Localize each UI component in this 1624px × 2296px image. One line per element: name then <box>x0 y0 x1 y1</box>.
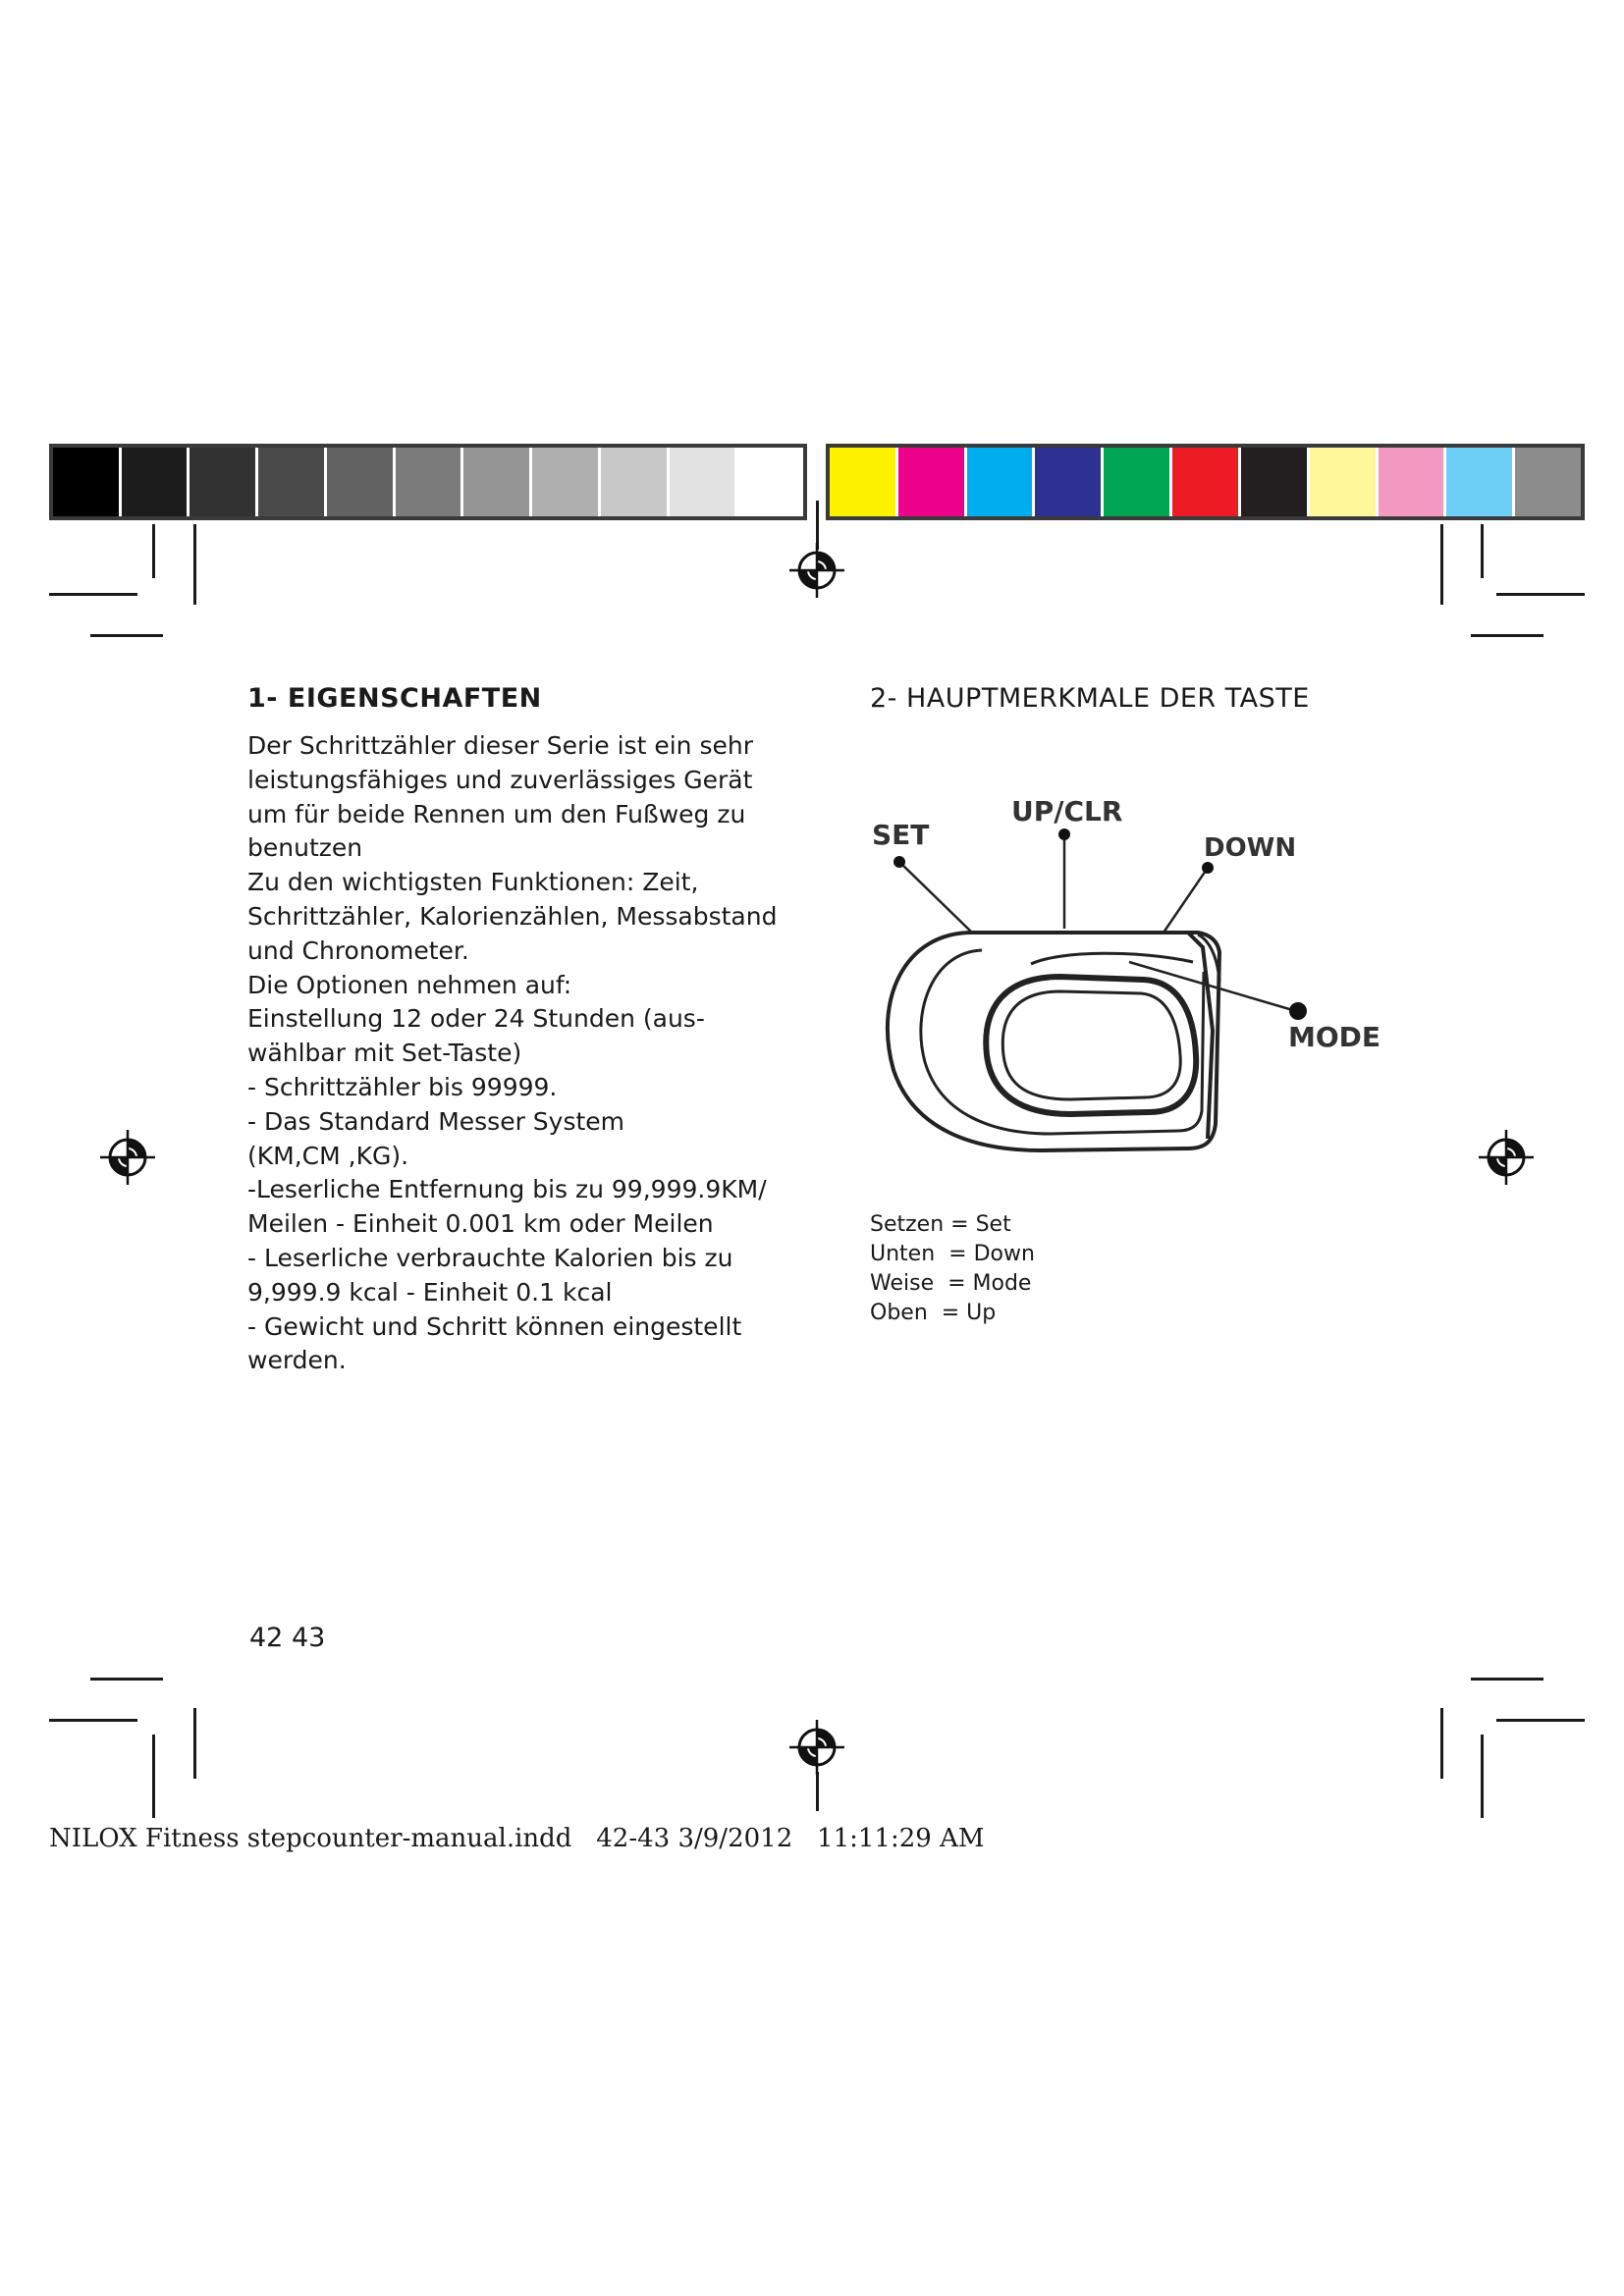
text-line: -Leserliche Entfernung bis zu 99,999.9KM/ <box>247 1175 767 1204</box>
gray-swatch <box>327 448 396 516</box>
legend-line: Setzen = Set <box>870 1212 1011 1237</box>
cmyk-color-bar <box>826 444 1585 520</box>
text-line: Einstellung 12 oder 24 Stunden (aus- <box>247 1004 705 1034</box>
pedometer-diagram <box>864 785 1394 1188</box>
text-line: leistungsfähiges und zuverlässiges Gerät <box>247 765 753 794</box>
color-swatch <box>1515 448 1581 516</box>
text-line: - Gewicht und Schritt können eingestellt <box>247 1311 742 1341</box>
button-legend <box>870 1210 1035 1328</box>
color-swatch <box>898 448 967 516</box>
section-heading-tasten: 2- HAUPTMERKMALE DER TASTE <box>870 683 1310 714</box>
registration-mark-icon <box>789 1720 844 1775</box>
text-line: Der Schrittzähler dieser Serie ist ein sehr <box>247 731 753 760</box>
text-line: Meilen - Einheit 0.001 km oder Meilen <box>247 1209 714 1239</box>
color-swatch <box>1172 448 1241 516</box>
label-up-clr: UP/CLR <box>1011 795 1123 828</box>
crop-mark <box>1471 1678 1543 1681</box>
crop-mark <box>1496 1719 1585 1722</box>
crop-mark <box>193 1708 196 1779</box>
color-swatch <box>1446 448 1515 516</box>
text-line: werden. <box>247 1346 347 1375</box>
text-line: und Chronometer. <box>247 935 469 965</box>
gray-swatch <box>53 448 122 516</box>
gray-swatch <box>737 448 803 516</box>
label-set: SET <box>872 819 930 851</box>
crop-mark <box>1496 593 1585 596</box>
gray-swatch <box>396 448 464 516</box>
gray-swatch <box>601 448 670 516</box>
crop-mark <box>152 524 155 578</box>
gray-color-bar <box>49 444 807 520</box>
crop-mark <box>90 634 163 637</box>
gray-swatch <box>258 448 327 516</box>
features-text <box>247 729 778 1378</box>
text-line: wählbar mit Set-Taste) <box>247 1039 522 1068</box>
page-number: 42 43 <box>249 1623 326 1653</box>
color-swatch <box>1379 448 1447 516</box>
text-line: - Schrittzähler bis 99999. <box>247 1072 558 1101</box>
crop-mark <box>1471 634 1543 637</box>
text-line: Zu den wichtigsten Funktionen: Zeit, <box>247 868 699 897</box>
crop-mark <box>1440 524 1443 605</box>
crop-mark <box>1481 524 1484 578</box>
crop-mark <box>49 593 137 596</box>
section-heading-eigenschaften: 1- EIGENSCHAFTEN <box>247 683 542 714</box>
color-swatch <box>967 448 1036 516</box>
gray-swatch <box>670 448 738 516</box>
text-line: um für beide Rennen um den Fußweg zu <box>247 799 746 828</box>
gray-swatch <box>122 448 190 516</box>
crop-mark <box>816 1772 819 1811</box>
color-swatch <box>1241 448 1310 516</box>
registration-mark-icon <box>789 543 844 598</box>
legend-line: Weise = Mode <box>870 1271 1032 1296</box>
crop-mark <box>1440 1708 1443 1779</box>
text-line: Die Optionen nehmen auf: <box>247 970 572 999</box>
text-line: Schrittzähler, Kalorienzählen, Messabstand <box>247 901 778 931</box>
text-line: (KM,CM ,KG). <box>247 1141 409 1170</box>
crop-mark <box>1481 1735 1484 1818</box>
gray-swatch <box>532 448 601 516</box>
color-swatch <box>1104 448 1172 516</box>
registration-mark-icon <box>1479 1130 1534 1185</box>
legend-line: Oben = Up <box>870 1301 997 1325</box>
label-down: DOWN <box>1204 833 1297 863</box>
crop-mark <box>193 524 196 605</box>
text-line: 9,999.9 kcal - Einheit 0.1 kcal <box>247 1277 613 1307</box>
legend-line: Unten = Down <box>870 1242 1035 1266</box>
gray-swatch <box>189 448 258 516</box>
color-swatch <box>830 448 898 516</box>
label-mode: MODE <box>1288 1021 1381 1053</box>
crop-mark <box>152 1735 155 1818</box>
text-line: - Das Standard Messer System <box>247 1106 625 1136</box>
text-line: benutzen <box>247 833 363 863</box>
crop-mark <box>49 1719 137 1722</box>
slug-line: NILOX Fitness stepcounter-manual.indd 42-43 3/9/2012 11:11:29 AM <box>49 1824 985 1853</box>
color-swatch <box>1310 448 1379 516</box>
text-line: - Leserliche verbrauchte Kalorien bis zu <box>247 1243 733 1272</box>
crop-mark <box>90 1678 163 1681</box>
color-swatch <box>1035 448 1104 516</box>
registration-mark-icon <box>100 1130 155 1185</box>
gray-swatch <box>463 448 532 516</box>
